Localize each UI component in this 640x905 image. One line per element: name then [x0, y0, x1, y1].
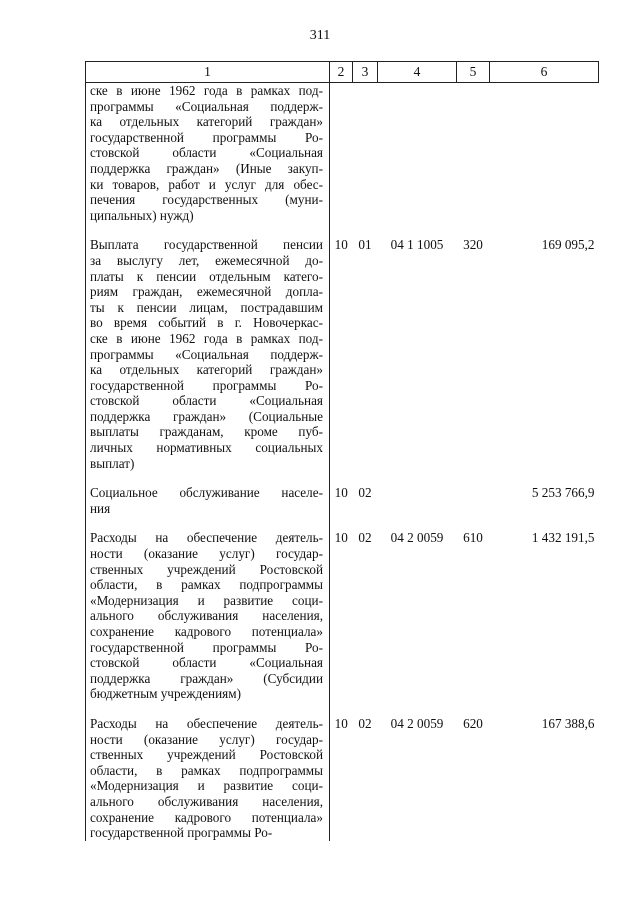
amount-value: 5 253 766,9 [531, 485, 595, 501]
table-header [86, 62, 599, 83]
description-line: за выслугу лет, ежемесячной до- [90, 252, 323, 268]
amount-value [490, 83, 599, 224]
description-line: государственной программы Ро- [90, 639, 323, 655]
column-header-4: 4 [378, 62, 457, 83]
description-line: бюджетным учреждениям) [90, 686, 241, 702]
amount-value: 167 388,6 [541, 715, 595, 731]
subsection-code [353, 83, 378, 224]
column-header-1: 1 [86, 62, 330, 83]
description-line: государственной программы Ро- [90, 377, 323, 393]
description-line: ственных учреждений Ростовской [90, 747, 323, 763]
description-line: государственной программы Ро- [90, 129, 323, 145]
description-line: поддержка граждан» (Субсидии [90, 670, 323, 686]
column-header-2: 2 [330, 62, 353, 83]
description-line: поддержка граждан» (Иные закуп- [90, 160, 323, 176]
description-line: ске в июне 1962 года в рамках под- [90, 330, 323, 346]
table-row [86, 716, 599, 841]
description-cell [86, 716, 330, 841]
section-code [330, 83, 353, 224]
expense-type-code: 620 [463, 715, 483, 731]
target-code: 04 1 1005 [390, 237, 444, 253]
description-line: во время событий в г. Новочеркас- [90, 315, 323, 331]
description-cell [86, 485, 330, 516]
table-body [86, 83, 599, 841]
description-line: печения государственных (муни- [90, 192, 323, 208]
description-line: ального обслуживания населения, [90, 608, 323, 624]
section-code: 10 [334, 237, 348, 253]
section-code: 10 [334, 485, 348, 501]
description-line: ципальных) нужд) [90, 207, 194, 223]
subsection-code: 01 [358, 237, 372, 253]
description-line: поддержка граждан» (Социальные [90, 408, 323, 424]
expense-type-code: 320 [463, 237, 483, 253]
description-line: программы «Социальная поддерж- [90, 346, 323, 362]
description-line: риям граждан, ежемесячной допла- [90, 284, 323, 300]
page-number: 311 [309, 28, 331, 43]
description-line: ки товаров, работ и услуг для обес- [90, 176, 323, 192]
description-line: стовской области «Социальная [90, 393, 323, 409]
subsection-code: 02 [358, 715, 372, 731]
description-line: сохранение кадрового потенциала» [90, 809, 323, 825]
description-line: Расходы на обеспечение деятель- [90, 530, 323, 546]
description-line: «Модернизация и развитие соци- [90, 592, 323, 608]
description-line: платы к пенсии отдельным катего- [90, 268, 323, 284]
description-cell [86, 83, 330, 224]
column-header-6: 6 [490, 62, 599, 83]
description-line: Расходы на обеспечение деятель- [90, 715, 323, 731]
amount-value: 169 095,2 [541, 237, 595, 253]
target-code [378, 485, 457, 516]
subsection-code: 02 [358, 530, 372, 546]
description-line: выплат) [90, 455, 135, 471]
description-line: ственных учреждений Ростовской [90, 561, 323, 577]
description-line: ального обслуживания населения, [90, 793, 323, 809]
description-line: программы «Социальная поддерж- [90, 98, 323, 114]
description-line: стовской области «Социальная [90, 145, 323, 161]
description-line: ка отдельных категорий граждан» [90, 362, 323, 378]
column-header-5: 5 [457, 62, 490, 83]
row-spacer [86, 471, 599, 485]
table-row [86, 237, 599, 471]
row-spacer [86, 702, 599, 716]
row-spacer [86, 223, 599, 237]
description-line: Выплата государственной пенсии [90, 237, 323, 253]
target-code: 04 2 0059 [390, 530, 444, 546]
amount-value: 1 432 191,5 [531, 530, 595, 546]
expense-type-code: 610 [463, 530, 483, 546]
description-line: государственной программы Ро- [90, 825, 273, 841]
subsection-code: 02 [358, 485, 372, 501]
description-line: ты к пенсии лицам, пострадавшим [90, 299, 323, 315]
description-line: ния [90, 500, 111, 516]
target-code [378, 83, 457, 224]
description-line: «Модернизация и развитие соци- [90, 778, 323, 794]
target-code: 04 2 0059 [390, 715, 444, 731]
column-header-3: 3 [353, 62, 378, 83]
description-line: выплаты гражданам, кроме пуб- [90, 424, 323, 440]
description-line: сохранение кадрового потенциала» [90, 624, 323, 639]
section-code: 10 [334, 715, 348, 731]
description-line: ка отдельных категорий граждан» [90, 114, 323, 130]
table-row [86, 485, 599, 516]
description-line: Социальное обслуживание населе- [90, 485, 323, 501]
table-row [86, 530, 599, 702]
description-line: стовской области «Социальная [90, 655, 323, 671]
description-line: ске в июне 1962 года в рамках под- [90, 83, 323, 98]
budget-table [85, 61, 599, 841]
expense-type-code [457, 83, 490, 224]
description-line: области, в рамках подпрограммы [90, 577, 323, 593]
description-line: области, в рамках подпрограммы [90, 762, 323, 778]
section-code: 10 [334, 530, 348, 546]
description-cell [86, 237, 330, 471]
expense-type-code [457, 485, 490, 516]
row-spacer [86, 516, 599, 530]
description-line: личных нормативных социальных [90, 440, 323, 456]
description-line: ности (оказание услуг) государ- [90, 546, 323, 562]
description-line: ности (оказание услуг) государ- [90, 731, 323, 747]
description-cell [86, 530, 330, 702]
table-row [86, 83, 599, 224]
